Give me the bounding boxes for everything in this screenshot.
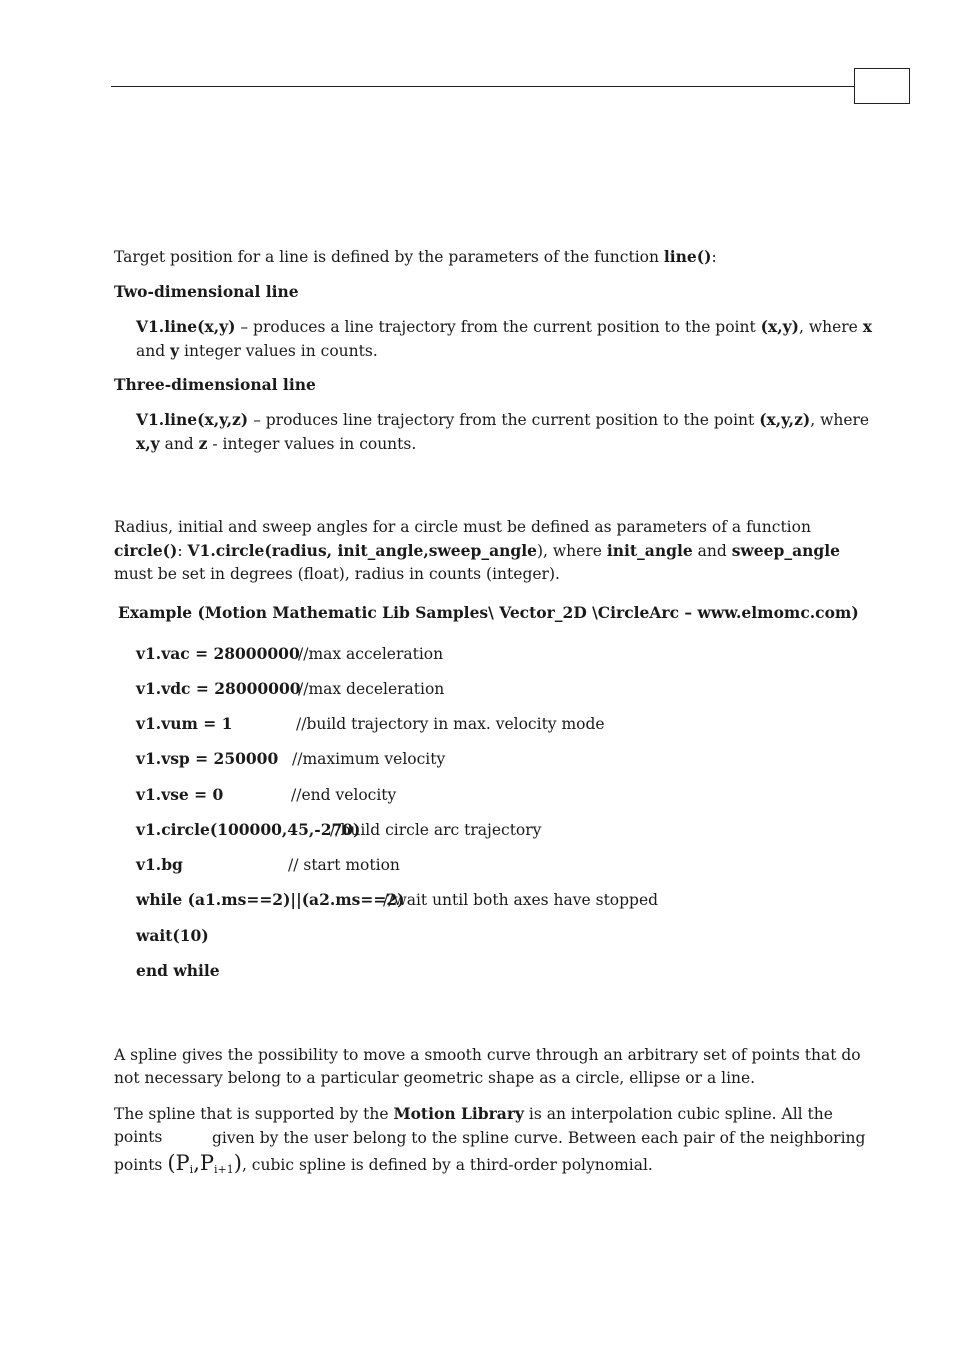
line-intro: Target position for a line is defined by the parameters of the function line(): <box>114 247 717 266</box>
circle-description: Radius, initial and sweep angles for a circle must be defined as parameters of a function circle(): V1.circle(radius, init_angle,sweep_angle), where init_angle and sweep_angle must be set in degrees (float), radius in counts (integer). <box>114 518 840 583</box>
spline-paragraph-2-line-2: given by the user belong to the spline curve. Between each pair of the neighboring <box>212 1129 866 1147</box>
code-line: wait(10) <box>136 926 209 945</box>
code-line: v1.bg // start motion <box>136 855 400 874</box>
header-rule <box>111 86 855 87</box>
spline-paragraph-1: A spline gives the possibility to move a smooth curve through an arbitrary set of points that do not necessary belong to a particular geometric shape as a circle, ellipse or a line. <box>114 1046 861 1087</box>
spline-paragraph-2-line-1: The spline that is supported by the Motion Library is an interpolation cubic spline. All the points <box>114 1104 833 1146</box>
code-line: while (a1.ms==2)||(a2.ms==2) //wait until both axes have stopped <box>136 890 659 909</box>
three-d-heading: Three-dimensional line <box>114 375 316 394</box>
code-line: v1.vac = 28000000 //max acceleration <box>136 644 444 663</box>
code-line: v1.vsp = 250000 //maximum velocity <box>136 749 446 768</box>
two-d-description: V1.line(x,y) – produces a line trajectory from the current position to the point (x,y), where x and y integer values in counts. <box>136 317 873 360</box>
page-number-box <box>854 68 910 104</box>
code-line: v1.vse = 0 //end velocity <box>136 785 397 804</box>
code-line: v1.vdc = 28000000 //max deceleration <box>136 679 445 698</box>
three-d-description: V1.line(x,y,z) – produces line trajectory from the current position to the point (x,y,z), where x,y and z - integer values in counts. <box>136 410 870 453</box>
two-d-heading: Two-dimensional line <box>114 282 299 301</box>
code-line: end while <box>136 961 220 980</box>
spline-paragraph-2-line-3: points $(P_i,P_{i+1})$, cubic spline is defined by a third-order polynomial. <box>114 1151 653 1176</box>
code-line: v1.circle(100000,45,-270) //build circle arc trajectory <box>136 820 542 839</box>
code-line: v1.vum = 1 //build trajectory in max. velocity mode <box>136 714 605 733</box>
example-heading: Example (Motion Mathematic Lib Samples\ Vector_2D \CircleArc – www.elmomc.com) <box>118 603 859 622</box>
